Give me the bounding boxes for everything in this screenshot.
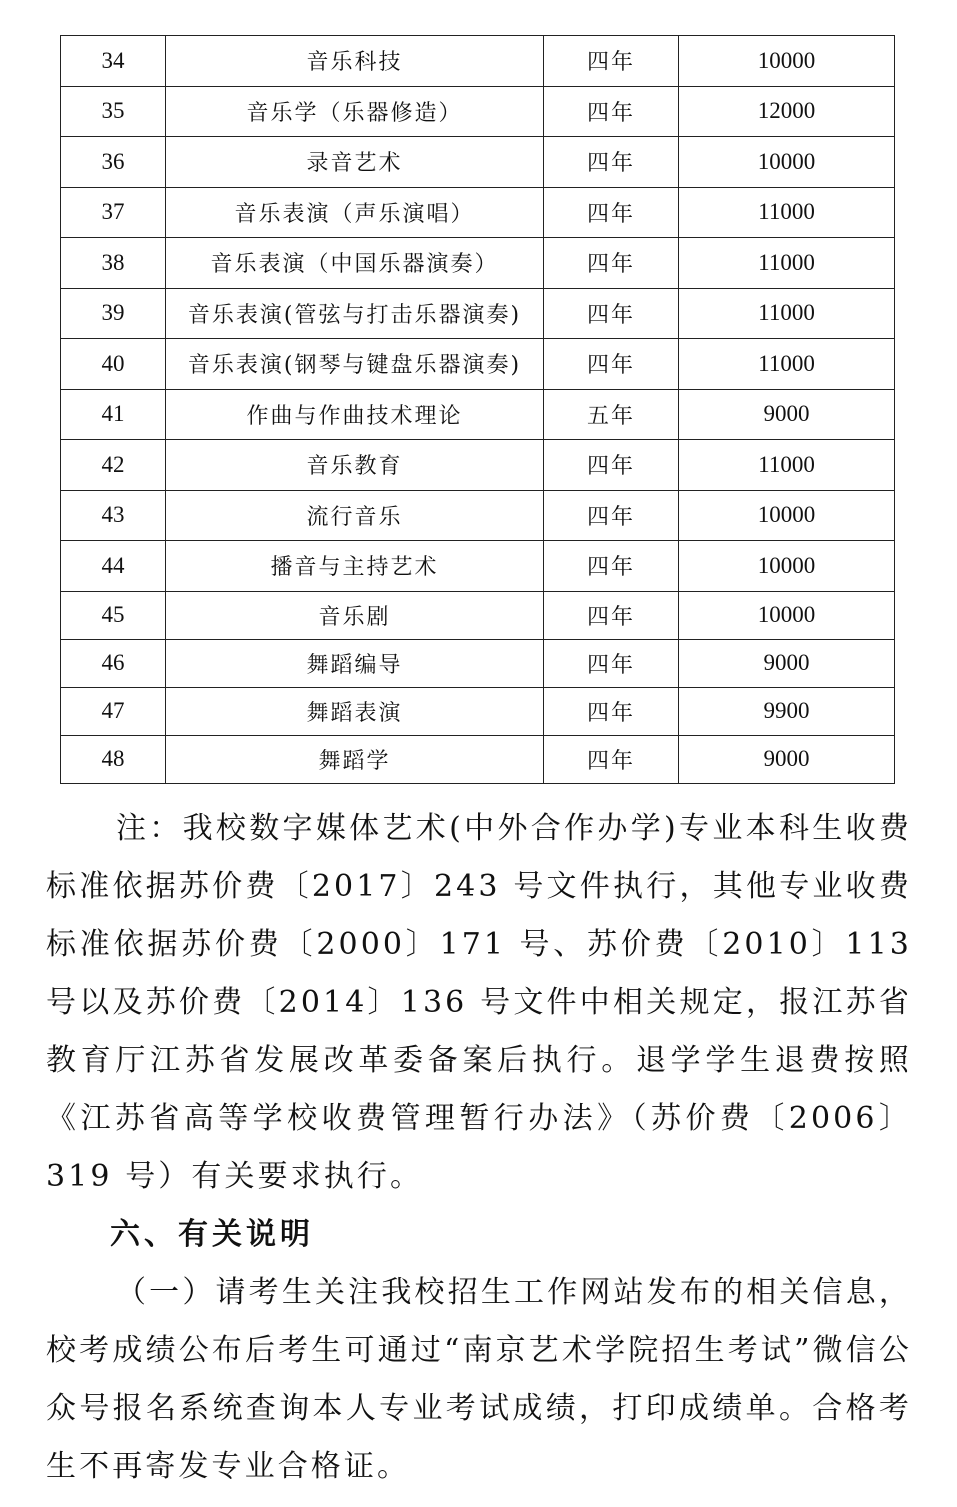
major-name-cell: 音乐教育 [166, 440, 544, 491]
fee-cell: 11000 [679, 288, 895, 339]
table-row [61, 687, 895, 735]
duration-cell: 四年 [544, 639, 679, 687]
duration-cell: 四年 [544, 36, 679, 87]
table-row [61, 541, 895, 592]
duration-cell: 四年 [544, 440, 679, 491]
fee-table-body [61, 36, 895, 784]
fee-cell: 10000 [679, 36, 895, 87]
major-name-cell: 录音艺术 [166, 137, 544, 188]
row-number-cell: 47 [61, 687, 166, 735]
table-row [61, 238, 895, 289]
duration-cell: 四年 [544, 137, 679, 188]
row-number-cell: 39 [61, 288, 166, 339]
table-row [61, 735, 895, 783]
major-name-cell: 舞蹈学 [166, 735, 544, 783]
major-name-cell: 作曲与作曲技术理论 [166, 389, 544, 440]
duration-cell: 四年 [544, 490, 679, 541]
row-number-cell: 45 [61, 591, 166, 639]
section-heading: 六、有关说明 [110, 1217, 314, 1252]
duration-cell: 五年 [544, 389, 679, 440]
fee-table-container [60, 35, 894, 784]
major-name-cell: 流行音乐 [166, 490, 544, 541]
major-name-cell: 音乐科技 [166, 36, 544, 87]
row-number-cell: 38 [61, 238, 166, 289]
fee-cell: 9000 [679, 735, 895, 783]
fee-cell: 10000 [679, 541, 895, 592]
fee-table [60, 35, 895, 784]
major-name-cell: 音乐表演（中国乐器演奏） [166, 238, 544, 289]
fee-cell: 10000 [679, 490, 895, 541]
fee-cell: 10000 [679, 591, 895, 639]
row-number-cell: 46 [61, 639, 166, 687]
table-row [61, 389, 895, 440]
row-number-cell: 40 [61, 339, 166, 390]
major-name-cell: 音乐表演(钢琴与键盘乐器演奏) [166, 339, 544, 390]
duration-cell: 四年 [544, 735, 679, 783]
duration-cell: 四年 [544, 541, 679, 592]
fee-cell: 11000 [679, 440, 895, 491]
fee-cell: 9000 [679, 389, 895, 440]
major-name-cell: 音乐表演(管弦与打击乐器演奏) [166, 288, 544, 339]
row-number-cell: 44 [61, 541, 166, 592]
table-row [61, 639, 895, 687]
table-row [61, 490, 895, 541]
major-name-cell: 音乐学（乐器修造） [166, 86, 544, 137]
major-name-cell: 舞蹈编导 [166, 639, 544, 687]
fee-cell: 10000 [679, 137, 895, 188]
row-number-cell: 43 [61, 490, 166, 541]
major-name-cell: 播音与主持艺术 [166, 541, 544, 592]
duration-cell: 四年 [544, 339, 679, 390]
row-number-cell: 42 [61, 440, 166, 491]
row-number-cell: 34 [61, 36, 166, 87]
row-number-cell: 35 [61, 86, 166, 137]
duration-cell: 四年 [544, 687, 679, 735]
duration-cell: 四年 [544, 238, 679, 289]
table-row [61, 187, 895, 238]
row-number-cell: 48 [61, 735, 166, 783]
row-number-cell: 36 [61, 137, 166, 188]
table-row [61, 137, 895, 188]
fee-note: 注：我校数字媒体艺术(中外合作办学)专业本科生收费标准依据苏价费〔2017〕243 号文件执行，其他专业收费标准依据苏价费〔2000〕171 号、苏价费〔2010〕113 号以及苏价费〔2014〕136 号文件中相关规定，报江苏省教育厅江苏省发展改革委备案后执行。退学学生退费按照《江苏省高等学校收费管理暂行办法》（苏价费〔2006〕319 号）有关要求执行。 [46, 811, 912, 1194]
table-row [61, 339, 895, 390]
duration-cell: 四年 [544, 187, 679, 238]
table-row [61, 36, 895, 87]
section-paragraph-1: （一）请考生关注我校招生工作网站发布的相关信息，校考成绩公布后考生可通过“南京艺术学院招生考试”微信公众号报名系统查询本人专业考试成绩，打印成绩单。合格考生不再寄发专业合格证。 [46, 1275, 912, 1484]
row-number-cell: 41 [61, 389, 166, 440]
table-row [61, 86, 895, 137]
row-number-cell: 37 [61, 187, 166, 238]
fee-cell: 12000 [679, 86, 895, 137]
duration-cell: 四年 [544, 591, 679, 639]
major-name-cell: 音乐剧 [166, 591, 544, 639]
fee-cell: 9000 [679, 639, 895, 687]
duration-cell: 四年 [544, 288, 679, 339]
fee-cell: 11000 [679, 339, 895, 390]
fee-cell: 9900 [679, 687, 895, 735]
major-name-cell: 音乐表演（声乐演唱） [166, 187, 544, 238]
table-row [61, 288, 895, 339]
table-row [61, 440, 895, 491]
table-row [61, 591, 895, 639]
duration-cell: 四年 [544, 86, 679, 137]
fee-cell: 11000 [679, 238, 895, 289]
fee-cell: 11000 [679, 187, 895, 238]
major-name-cell: 舞蹈表演 [166, 687, 544, 735]
